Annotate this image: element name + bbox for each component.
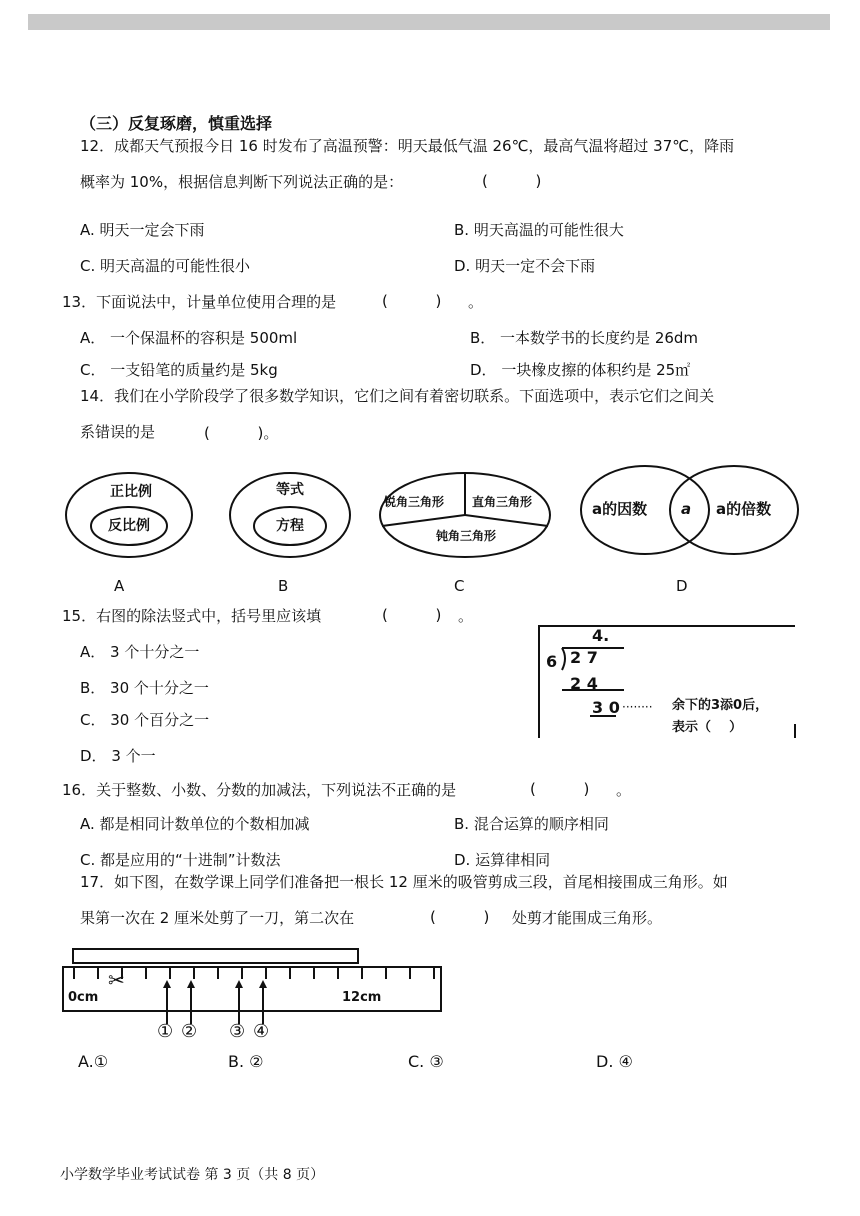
q16-stem: 16．关于整数、小数、分数的加减法，下列说法不正确的是 xyxy=(62,781,457,799)
diagram-c-bottom-label: 钝角三角形 xyxy=(436,529,497,543)
cut-position-arrows xyxy=(150,978,280,1026)
q13-option-c[interactable]: C． 一支铅笔的质量约是 5kg xyxy=(80,361,278,379)
q15-answer-blank[interactable]: ( ) xyxy=(382,606,442,624)
q15-stem: 15．右图的除法竖式中，括号里应该填 xyxy=(62,607,322,625)
q16-option-c[interactable]: C. 都是应用的“十进制”计数法 xyxy=(80,851,281,869)
q13-option-d[interactable]: D． 一块橡皮擦的体积约是 25㎡ xyxy=(470,361,691,379)
q15-stem-end: 。 xyxy=(458,607,474,625)
q17-option-c[interactable]: C. ③ xyxy=(408,1052,444,1071)
q17-answer-blank[interactable]: ( ) xyxy=(430,908,490,926)
q17-option-b[interactable]: B. ② xyxy=(228,1052,264,1071)
q15-option-d[interactable]: D． 3 个一 xyxy=(80,747,156,765)
q13-stem-end: 。 xyxy=(468,293,484,311)
diagram-label-c: C xyxy=(454,577,465,595)
q16-stem-end: 。 xyxy=(616,781,632,799)
diagram-c-right-label: 直角三角形 xyxy=(472,495,533,509)
diagram-c-left-label: 锐角三角形 xyxy=(384,495,445,509)
q17-stem-line1: 17．如下图，在数学课上同学们准备把一根长 12 厘米的吸管剪成三段，首尾相接围成三角形。如 xyxy=(80,873,728,891)
diagram-label-a: A xyxy=(114,577,125,595)
q14-stem-line1: 14．我们在小学阶段学了很多数学知识，它们之间有着密切联系。下面选项中，表示它们之间关 xyxy=(80,387,715,405)
diagram-d-right-label: a的倍数 xyxy=(716,500,772,518)
diagram-label-b: B xyxy=(278,577,289,595)
q15-option-c[interactable]: C． 30 个百分之一 xyxy=(80,711,210,729)
division-quotient: 4. xyxy=(592,626,610,645)
diagram-b-outer-label: 等式 xyxy=(276,482,304,498)
diagram-b-inner-label: 方程 xyxy=(276,518,304,534)
q16-answer-blank[interactable]: ( ) xyxy=(530,780,590,798)
q13-answer-blank[interactable]: ( ) xyxy=(382,292,442,310)
q13-option-a[interactable]: A． 一个保温杯的容积是 500ml xyxy=(80,329,298,347)
q16-option-b[interactable]: B. 混合运算的顺序相同 xyxy=(454,815,609,833)
diagram-d-middle-label: a xyxy=(681,500,692,518)
page-footer: 小学数学毕业考试试卷 第 3 页（共 8 页） xyxy=(60,1167,325,1183)
q12-answer-blank[interactable]: ( ) xyxy=(482,172,542,190)
q13-stem: 13．下面说法中，计量单位使用合理的是 xyxy=(62,293,337,311)
top-scan-bar xyxy=(28,14,830,30)
q12-option-b[interactable]: B. 明天高温的可能性很大 xyxy=(454,221,624,239)
q16-option-a[interactable]: A. 都是相同计数单位的个数相加减 xyxy=(80,815,310,833)
division-dividend: 2 7 xyxy=(570,648,598,667)
q17-option-a[interactable]: A.① xyxy=(78,1052,109,1071)
q14-stem-line2: 系错误的是 xyxy=(80,423,156,441)
division-product: 2 4 xyxy=(570,674,598,693)
diagram-a-outer-label: 正比例 xyxy=(110,484,152,500)
division-divisor: 6 xyxy=(546,652,558,671)
ruler-mark-2: ② xyxy=(181,1021,198,1042)
q17-option-d[interactable]: D. ④ xyxy=(596,1052,633,1071)
q12-stem-line2: 概率为 10%，根据信息判断下列说法正确的是： xyxy=(80,173,404,191)
diagram-d-left-label: a的因数 xyxy=(592,500,648,518)
q15-option-a[interactable]: A． 3 个十分之一 xyxy=(80,643,200,661)
scissors-icon: ✂ xyxy=(108,968,125,992)
q14-answer-blank[interactable]: ( )。 xyxy=(204,424,279,442)
ruler-start-label: 0cm xyxy=(68,990,99,1005)
q17-stem-line2a: 果第一次在 2 厘米处剪了一刀，第二次在 xyxy=(80,909,355,927)
q12-option-a[interactable]: A. 明天一定会下雨 xyxy=(80,221,205,239)
division-note-line2: 表示（ ） xyxy=(672,720,743,735)
q12-option-c[interactable]: C. 明天高温的可能性很小 xyxy=(80,257,251,275)
section-title: （三）反复琢磨，慎重选择 xyxy=(80,114,273,133)
diagram-c[interactable] xyxy=(378,470,552,560)
q17-stem-line2b: 处剪才能围成三角形。 xyxy=(512,909,663,927)
straw xyxy=(72,948,362,968)
q12-stem-line1: 12．成都天气预报今日 16 时发布了高温预警：明天最低气温 26℃，最高气温将超过 37℃，降雨 xyxy=(80,137,735,155)
diagram-a-inner-label: 反比例 xyxy=(108,518,150,534)
division-note-line1: 余下的3添0后， xyxy=(672,698,769,713)
ruler-mark-3: ③ xyxy=(229,1021,246,1042)
q16-option-d[interactable]: D. 运算律相同 xyxy=(454,851,551,869)
diagram-label-d: D xyxy=(676,577,688,595)
ruler-mark-1: ① xyxy=(157,1021,174,1042)
q12-option-d[interactable]: D. 明天一定不会下雨 xyxy=(454,257,596,275)
q15-option-b[interactable]: B． 30 个十分之一 xyxy=(80,679,209,697)
q13-option-b[interactable]: B． 一本数学书的长度约是 26dm xyxy=(470,329,699,347)
ruler-end-label: 12cm xyxy=(342,990,382,1005)
division-remainder: 3 0 xyxy=(592,698,620,717)
ruler-mark-4: ④ xyxy=(253,1021,270,1042)
division-dotted-leader: ········ xyxy=(622,700,653,714)
